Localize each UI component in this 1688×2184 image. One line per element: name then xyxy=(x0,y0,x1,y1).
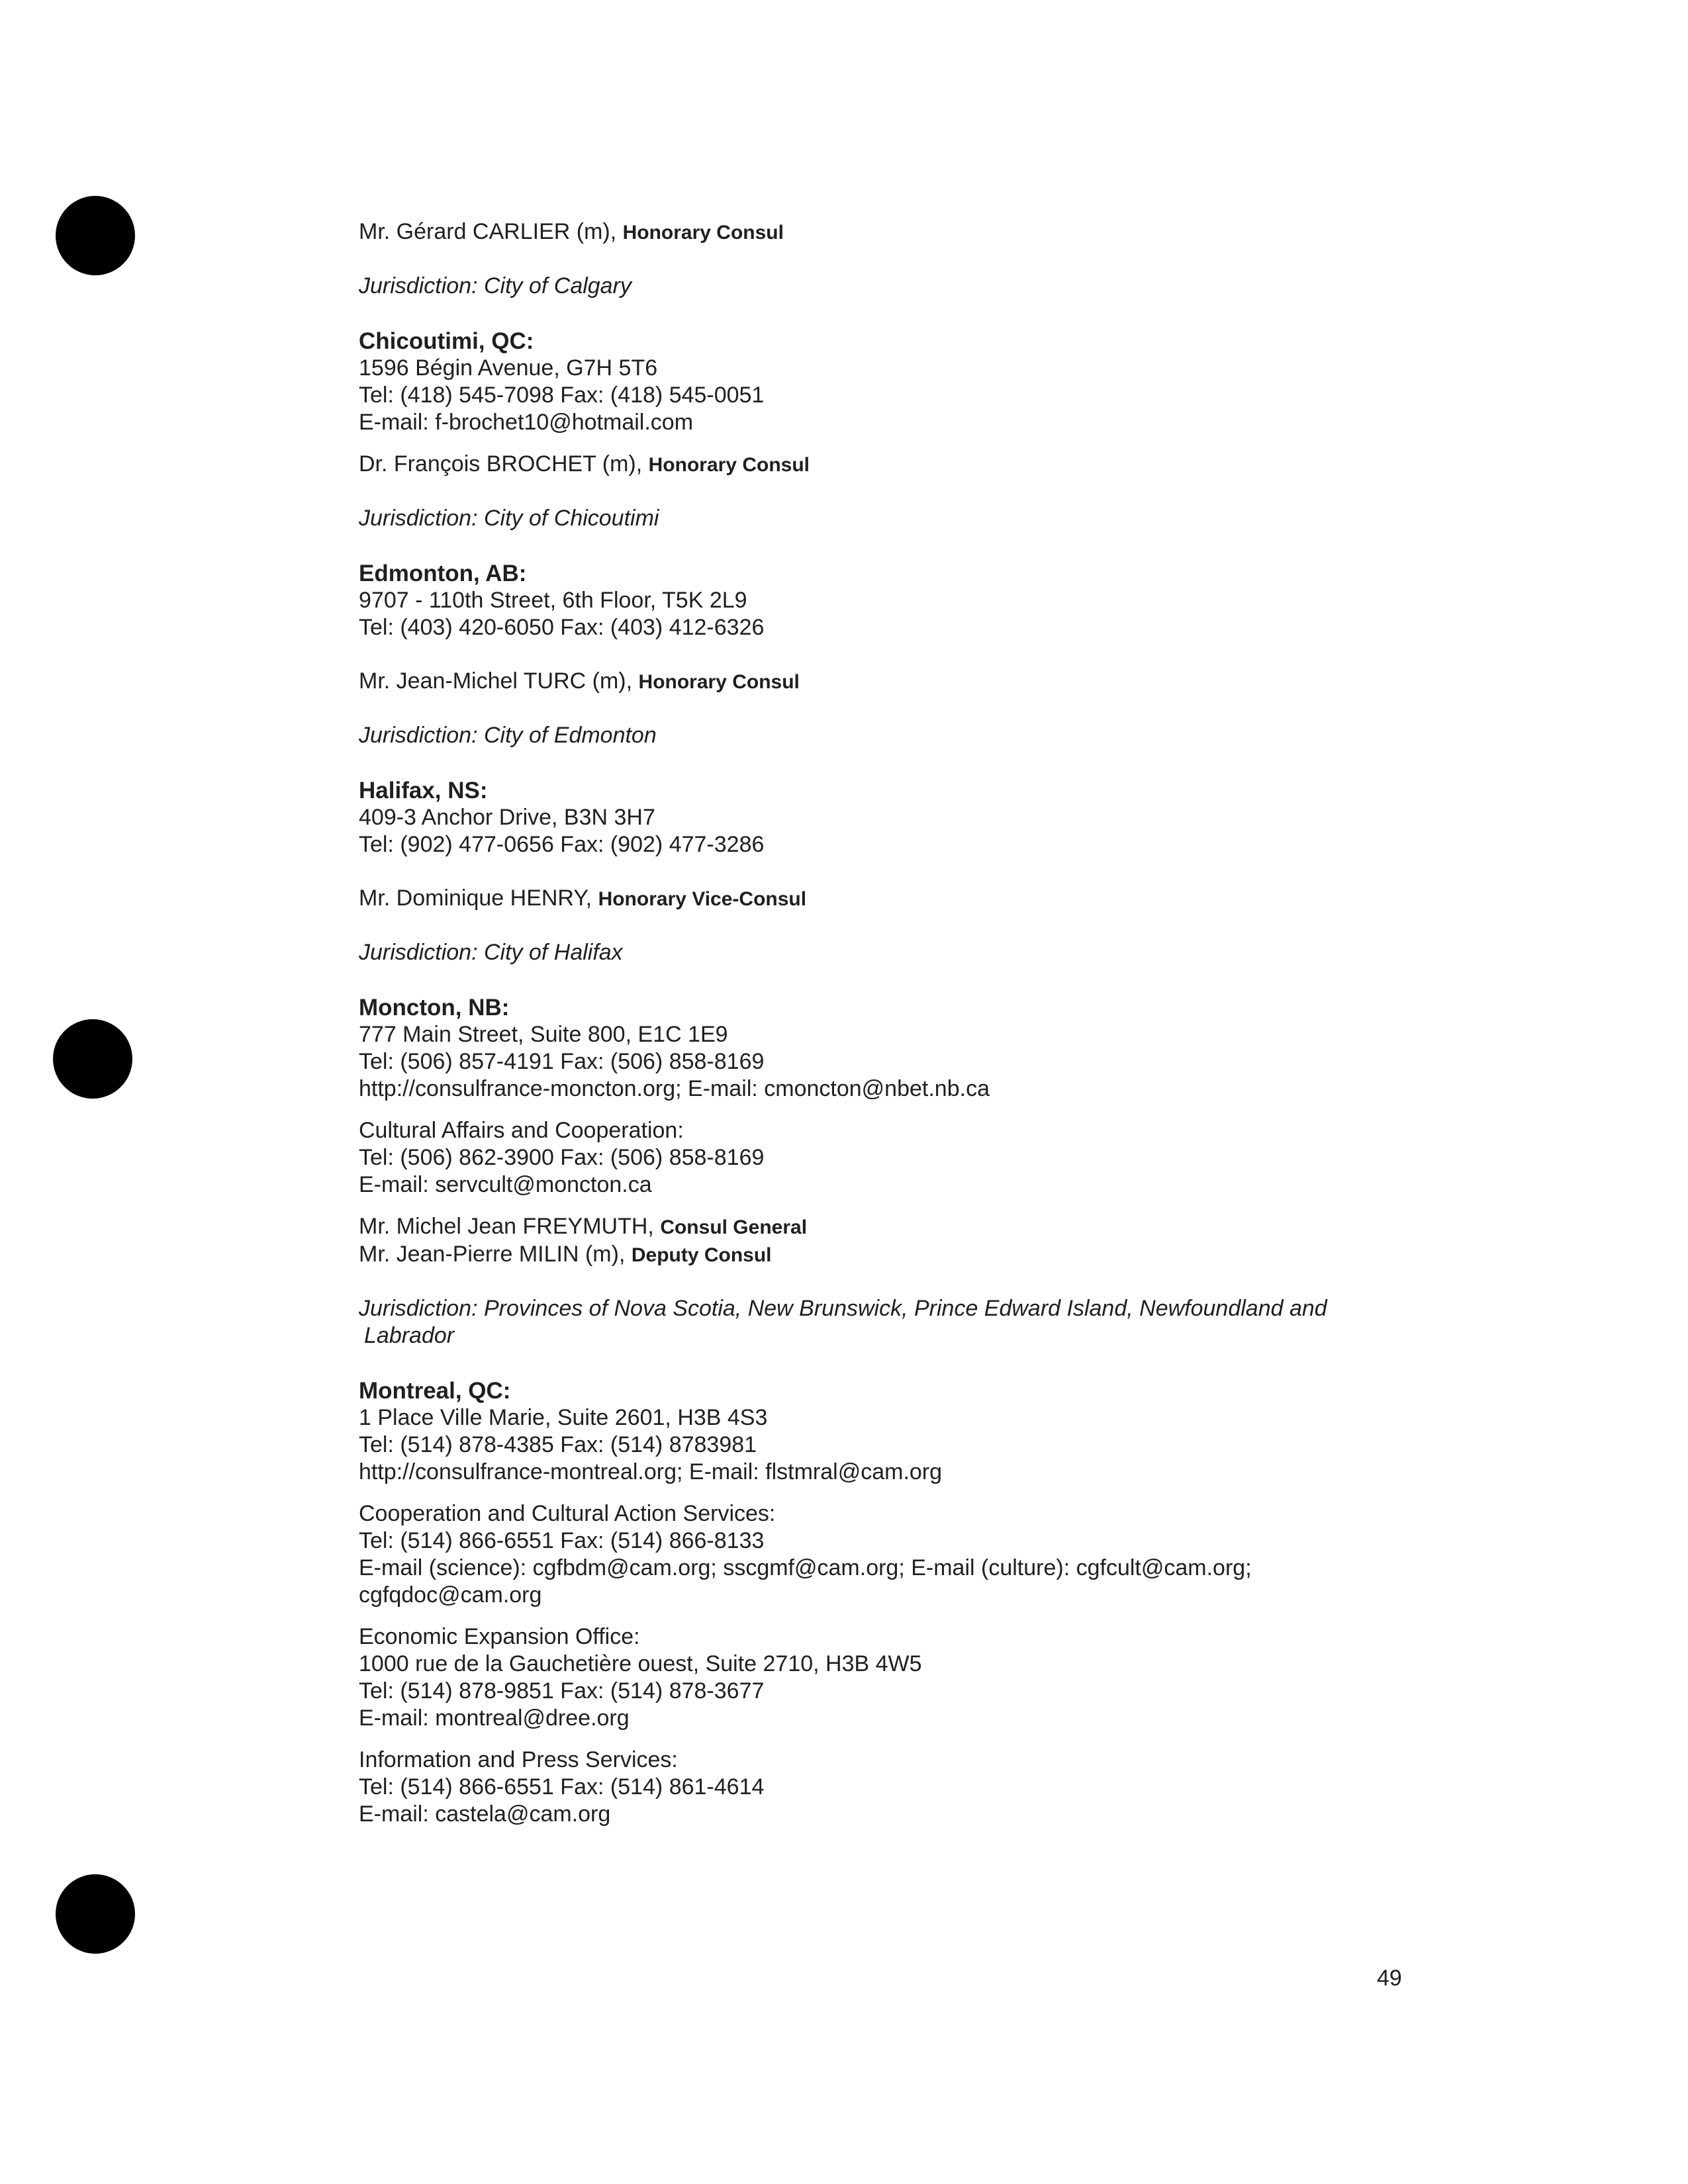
consul-name: Mr. Dominique HENRY, xyxy=(359,886,598,911)
email: E-mail: servcult@moncton.ca xyxy=(359,1172,652,1197)
address: 1 Place Ville Marie, Suite 2601, H3B 4S3 xyxy=(359,1405,768,1430)
phone-fax: Tel: (514) 878-9851 Fax: (514) 878-3677 xyxy=(359,1678,765,1704)
website-email: http://consulfrance-montreal.org; E-mail: flstmral@cam.org xyxy=(359,1459,943,1484)
consul-role: Honorary Consul xyxy=(648,454,810,476)
phone-fax: Tel: (506) 857-4191 Fax: (506) 858-8169 xyxy=(359,1049,765,1074)
jurisdiction: Jurisdiction: City of Calgary xyxy=(359,273,632,298)
city-heading-moncton: Moncton, NB: xyxy=(359,995,510,1021)
consul-entry xyxy=(359,668,1444,696)
binder-hole-bottom xyxy=(56,1874,135,1954)
address: 409-3 Anchor Drive, B3N 3H7 xyxy=(359,805,655,830)
jurisdiction: Jurisdiction: City of Edmonton xyxy=(359,723,657,748)
section-heading: Cooperation and Cultural Action Services: xyxy=(359,1501,776,1526)
city-heading-chicoutimi: Chicoutimi, QC: xyxy=(359,328,534,354)
phone-fax: Tel: (902) 477-0656 Fax: (902) 477-3286 xyxy=(359,832,765,857)
page-number: 49 xyxy=(1377,1966,1402,1991)
address: 1596 Bégin Avenue, G7H 5T6 xyxy=(359,355,658,381)
consul-entry xyxy=(359,451,1444,478)
consul-name: Mr. Michel Jean FREYMUTH, xyxy=(359,1214,661,1239)
city-heading-montreal: Montreal, QC: xyxy=(359,1378,511,1404)
consul-role: Honorary Consul xyxy=(638,671,800,693)
city-heading-edmonton: Edmonton, AB: xyxy=(359,561,527,586)
consul-name: Dr. François BROCHET (m), xyxy=(359,451,649,477)
consulate-listing xyxy=(359,218,1444,1828)
section-heading: Cultural Affairs and Cooperation: xyxy=(359,1118,684,1143)
phone-fax: Tel: (514) 866-6551 Fax: (514) 861-4614 xyxy=(359,1774,765,1799)
binder-hole-middle xyxy=(53,1019,132,1099)
email: E-mail (science): cgfbdm@cam.org; sscgmf@cam.org; E-mail (culture): cgfcult@cam.org; xyxy=(359,1555,1252,1580)
jurisdiction-continued: Labrador xyxy=(364,1323,455,1348)
phone-fax: Tel: (403) 420-6050 Fax: (403) 412-6326 xyxy=(359,615,765,640)
phone-fax: Tel: (514) 878-4385 Fax: (514) 8783981 xyxy=(359,1432,757,1457)
consul-name: Mr. Jean-Michel TURC (m), xyxy=(359,668,639,694)
address: 777 Main Street, Suite 800, E1C 1E9 xyxy=(359,1022,728,1047)
consul-role: Honorary Consul xyxy=(622,222,784,244)
consul-role: Honorary Vice-Consul xyxy=(598,888,807,910)
phone-fax: Tel: (514) 866-6551 Fax: (514) 866-8133 xyxy=(359,1528,765,1553)
email: E-mail: montreal@dree.org xyxy=(359,1706,630,1731)
consul-entry xyxy=(359,218,1444,246)
phone-fax: Tel: (506) 862-3900 Fax: (506) 858-8169 xyxy=(359,1145,765,1170)
jurisdiction: Jurisdiction: Provinces of Nova Scotia, New Brunswick, Prince Edward Island, Newfoundland and xyxy=(359,1296,1327,1321)
section-heading: Information and Press Services: xyxy=(359,1747,678,1772)
jurisdiction: Jurisdiction: City of Halifax xyxy=(359,940,623,965)
consul-entry xyxy=(359,1241,1444,1269)
consul-entry xyxy=(359,885,1444,913)
consul-name: Mr. Gérard CARLIER (m), xyxy=(359,219,623,244)
consul-role: Consul General xyxy=(660,1216,808,1238)
section-heading: Economic Expansion Office: xyxy=(359,1624,640,1649)
email-continued: cgfqdoc@cam.org xyxy=(359,1582,542,1608)
email: E-mail: f-brochet10@hotmail.com xyxy=(359,410,694,435)
phone-fax: Tel: (418) 545-7098 Fax: (418) 545-0051 xyxy=(359,383,765,408)
consul-name: Mr. Jean-Pierre MILIN (m), xyxy=(359,1242,632,1267)
address: 9707 - 110th Street, 6th Floor, T5K 2L9 xyxy=(359,588,747,613)
consul-entry xyxy=(359,1213,1444,1241)
address: 1000 rue de la Gauchetière ouest, Suite 2710, H3B 4W5 xyxy=(359,1651,922,1676)
city-heading-halifax: Halifax, NS: xyxy=(359,778,488,803)
website-email: http://consulfrance-moncton.org; E-mail: cmoncton@nbet.nb.ca xyxy=(359,1076,990,1101)
email: E-mail: castela@cam.org xyxy=(359,1801,611,1827)
binder-hole-top xyxy=(56,196,135,275)
jurisdiction: Jurisdiction: City of Chicoutimi xyxy=(359,506,659,531)
consul-role: Deputy Consul xyxy=(631,1244,772,1266)
